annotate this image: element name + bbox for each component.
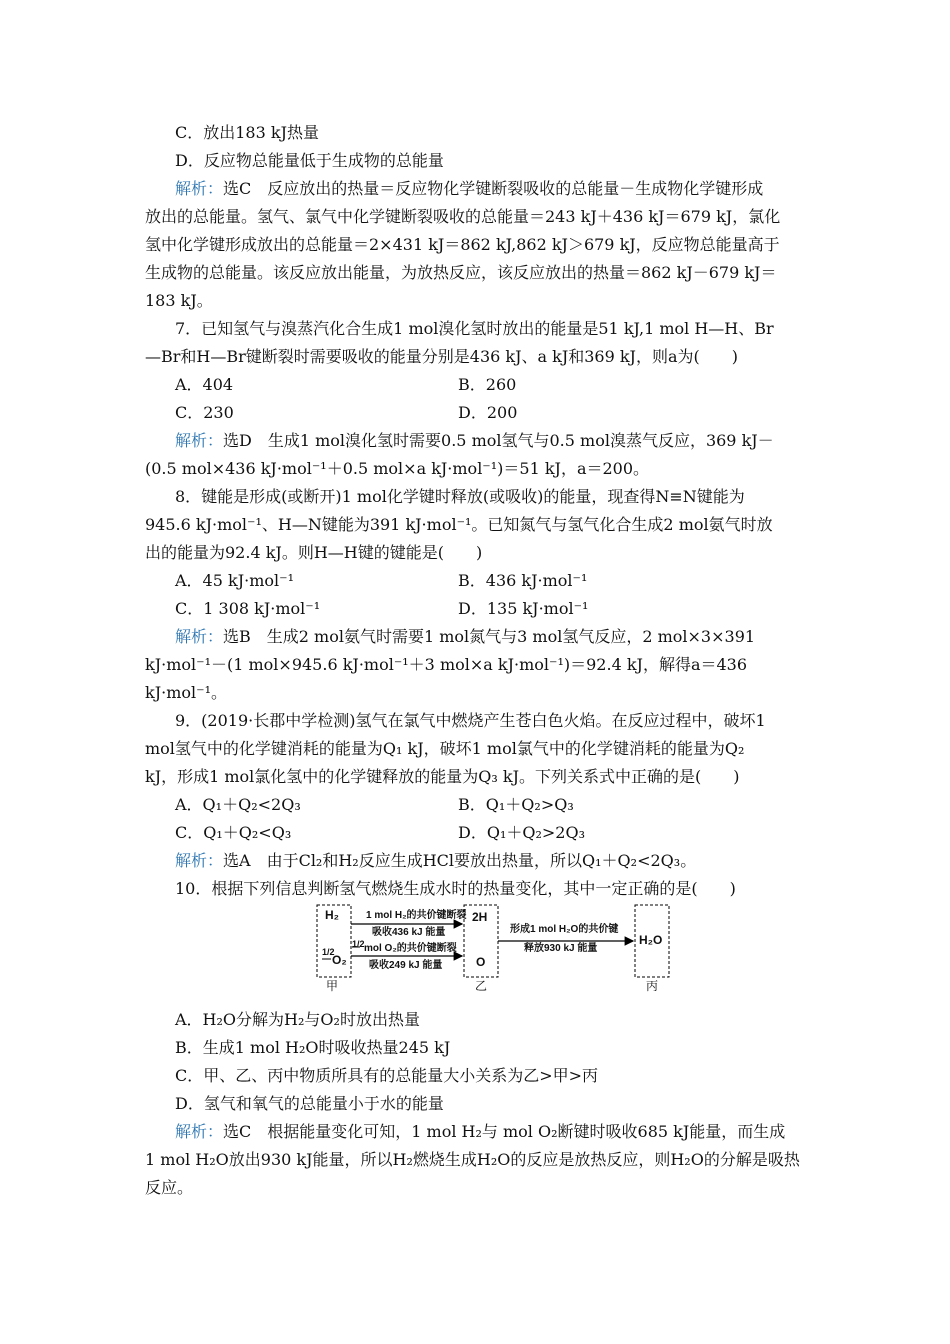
arrow3-top-text: 形成1 mol H₂O的共价键 <box>510 924 619 935</box>
label-bing: 丙 <box>646 979 659 993</box>
analysis-line <box>175 431 774 451</box>
analysis-line: 反应。 <box>145 1178 194 1197</box>
question-line: 出的能量为92.4 kJ。则H—H键的键能是( ) <box>145 543 483 562</box>
arrow1-top-text: 1 mol H₂的共价键断裂 <box>366 910 467 921</box>
analysis-line: (0.5 mol×436 kJ·mol⁻¹＋0.5 mol×a kJ·mol⁻¹)＝51 kJ，a＝200。 <box>145 459 650 478</box>
question-line: —Br和H—Br键断裂时需要吸收的能量分别是436 kJ、a kJ和369 kJ，则a为( ) <box>145 347 738 366</box>
energy-diagram <box>312 902 677 997</box>
label-o2: O₂ <box>332 953 347 967</box>
analysis-tag: 解析： <box>175 1122 224 1141</box>
label-h2o: H₂O <box>639 933 663 947</box>
question-line: 9．(2019·长郡中学检测)氢气在氯气中燃烧产生苍白色火焰。在反应过程中，破坏1 <box>175 711 766 730</box>
question-line: mol氢气中的化学键消耗的能量为Q₁ kJ，破坏1 mol氯气中的化学键消耗的能量为Q₂ <box>145 739 745 758</box>
arrow1-bottom-text: 吸收436 kJ 能量 <box>372 927 446 938</box>
option-a: A．404 <box>175 375 234 394</box>
arrow2-frac: 1/2 <box>352 939 365 949</box>
analysis-text: 选D 生成1 mol溴化氢时需要0.5 mol氢气与0.5 mol溴蒸气反应，369 kJ－ <box>223 431 774 450</box>
analysis-text: 选A 由于Cl₂和H₂反应生成HCl要放出热量，所以Q₁＋Q₂<2Q₃。 <box>223 851 697 870</box>
option-d: D．135 kJ·mol⁻¹ <box>458 599 589 618</box>
label-yi: 乙 <box>475 979 488 993</box>
arrow2-top-text: mol O₂的共价键断裂 <box>364 943 457 954</box>
option-d: D．氢气和氧气的总能量小于水的能量 <box>175 1094 444 1113</box>
option-c: C．230 <box>175 403 234 422</box>
analysis-line: 183 kJ。 <box>145 291 213 310</box>
option-b: B．Q₁＋Q₂>Q₃ <box>458 795 574 814</box>
analysis-line: 1 mol H₂O放出930 kJ能量，所以H₂燃烧生成H₂O的反应是放热反应，则H₂O的分解是吸热 <box>145 1150 800 1169</box>
frac-half: 1/2 <box>322 947 335 957</box>
arrow3-bottom-text: 释放930 kJ 能量 <box>524 943 598 954</box>
question-line: 7．已知氢气与溴蒸汽化合生成1 mol溴化氢时放出的能量是51 kJ,1 mol H—H、Br <box>175 319 774 338</box>
arrow2-bottom-text: 吸收249 kJ 能量 <box>369 960 443 971</box>
question-line: kJ，形成1 mol氯化氢中的化学键释放的能量为Q₃ kJ。下列关系式中正确的是( ) <box>145 767 740 786</box>
analysis-line: kJ·mol⁻¹。 <box>145 683 227 702</box>
analysis-line <box>175 1122 785 1142</box>
analysis-tag: 解析： <box>175 627 224 646</box>
analysis-line <box>175 851 696 871</box>
analysis-line: 生成物的总能量。该反应放出能量，为放热反应，该反应放出的热量＝862 kJ－679 kJ＝ <box>145 263 777 282</box>
analysis-text: 选C 根据能量变化可知，1 mol H₂与 mol O₂断键时吸收685 kJ能量，而生成 <box>223 1122 786 1141</box>
label-o: O <box>476 955 486 969</box>
analysis-text: 选B 生成2 mol氨气时需要1 mol氮气与3 mol氢气反应，2 mol×3×391 <box>223 627 756 646</box>
analysis-line: kJ·mol⁻¹－(1 mol×945.6 kJ·mol⁻¹＋3 mol×a kJ·mol⁻¹)＝92.4 kJ，解得a＝436 <box>145 655 748 674</box>
analysis-text: 选C 反应放出的热量＝反应物化学键断裂吸收的总能量－生成物化学键形成 <box>223 179 764 198</box>
label-h2: H₂ <box>325 908 339 922</box>
label-2h: 2H <box>472 910 488 924</box>
analysis-tag: 解析： <box>175 431 224 450</box>
option-line: D．反应物总能量低于生成物的总能量 <box>175 151 444 170</box>
question-line: 8．键能是形成(或断开)1 mol化学键时释放(或吸收)的能量，现查得N≡N键能为 <box>175 487 745 506</box>
analysis-line: 氢中化学键形成放出的总能量＝2×431 kJ＝862 kJ,862 kJ＞679 kJ，反应物总能量高于 <box>145 235 780 254</box>
option-b: B．260 <box>458 375 517 394</box>
label-jia: 甲 <box>326 979 339 993</box>
option-d: D．Q₁＋Q₂>2Q₃ <box>458 823 586 842</box>
analysis-line: 放出的总能量。氢气、氯气中化学键断裂吸收的总能量＝243 kJ＋436 kJ＝679 kJ，氯化 <box>145 207 781 226</box>
option-b: B．生成1 mol H₂O时吸收热量245 kJ <box>175 1038 451 1057</box>
analysis-line <box>175 179 763 199</box>
option-line: C．放出183 kJ热量 <box>175 123 319 142</box>
option-a: A．H₂O分解为H₂与O₂时放出热量 <box>175 1010 420 1029</box>
option-d: D．200 <box>458 403 518 422</box>
option-c: C．1 308 kJ·mol⁻¹ <box>175 599 321 618</box>
analysis-line <box>175 627 755 647</box>
option-c: C．Q₁＋Q₂<Q₃ <box>175 823 292 842</box>
option-b: B．436 kJ·mol⁻¹ <box>458 571 588 590</box>
option-c: C．甲、乙、丙中物质所具有的总能量大小关系为乙>甲>丙 <box>175 1066 599 1085</box>
analysis-tag: 解析： <box>175 179 224 198</box>
option-a: A．Q₁＋Q₂<2Q₃ <box>175 795 301 814</box>
question-line: 945.6 kJ·mol⁻¹、H—N键能为391 kJ·mol⁻¹。已知氮气与氢气化合生成2 mol氨气时放 <box>145 515 773 534</box>
option-a: A．45 kJ·mol⁻¹ <box>175 571 294 590</box>
question-line: 10．根据下列信息判断氢气燃烧生成水时的热量变化，其中一定正确的是( ) <box>175 879 736 898</box>
analysis-tag: 解析： <box>175 851 224 870</box>
